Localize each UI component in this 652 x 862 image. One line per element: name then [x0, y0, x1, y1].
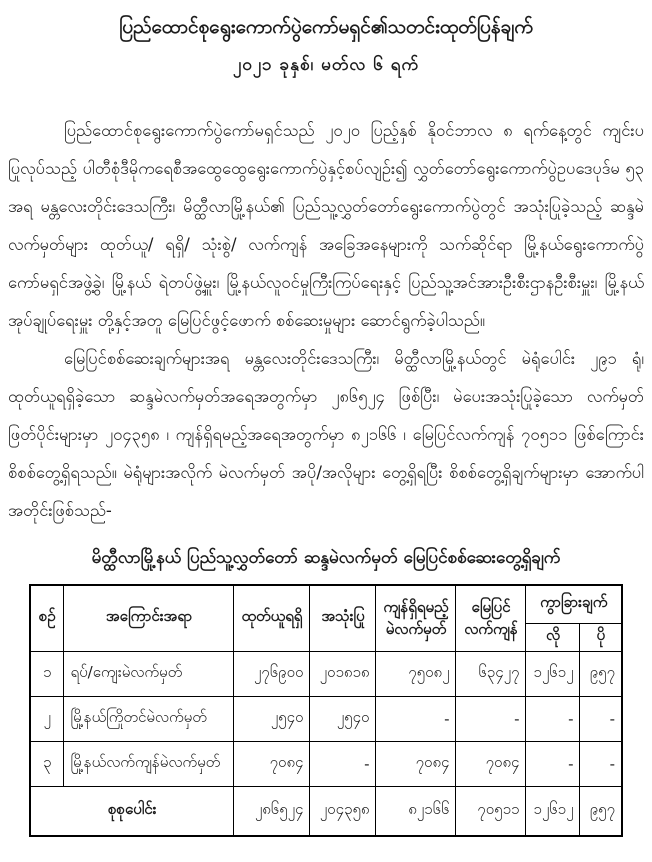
cell-excess: - — [580, 696, 622, 741]
cell-subject: မြို့နယ်လက်ကျန်မဲလက်မှတ် — [64, 741, 234, 786]
cell-should-remain: - — [376, 696, 456, 741]
col-header-serial: စဉ် — [30, 585, 64, 651]
paragraph-2: မြေပြင်စစ်ဆေးချက်များအရ မန္တလေးတိုင်းဒေသကြီး၊ မိတ္ထီလာမြို့နယ်တွင် မဲရုံပေါင်း ၂၉၁ ရုံ၊ ထုတ်ယူရရှိခဲ့သော ဆန္ဒမဲလက်မှတ်အရေအတွက်မှာ ၂၈၆၅၂၄ ဖြစ်ပြီး၊ မဲပေးအသုံးပြုခဲ့သော လက်မှတ်ဖြတ်ပိုင်းများမှာ ၂၀၄၃၅၈ ၊ ကျန်ရှိရမည့်အရေအတွက်မှာ ၈၂၁၆၆ ၊ မြေပြင်လက်ကျန် ၇၀၅၁၁ ဖြစ်ကြောင်း စိစစ်တွေ့ရှိရသည်။ မဲရုံများအလိုက် မဲလက်မှတ် အပို/အလိုများ တွေ့ရှိရပြီး စိစစ်တွေ့ရှိချက်များမှာ အောက်ပါအတိုင်းဖြစ်သည်- — [8, 349, 644, 520]
col-header-ground-remain-line1: မြေပြင် — [471, 598, 511, 617]
cell-total-should-remain: ၈၂၁၆၆ — [376, 786, 456, 836]
cell-total-used: ၂၀၄၃၅၈ — [310, 786, 376, 836]
table-row-3 — [30, 741, 622, 786]
col-header-difference: ကွာခြားချက် — [526, 585, 622, 623]
col-header-shortage: လို — [526, 623, 580, 651]
cell-total-excess: ၉၅၇ — [580, 786, 622, 836]
table-row-2 — [30, 696, 622, 741]
col-header-should-remain — [376, 585, 456, 651]
table-row-1 — [30, 651, 622, 696]
cell-serial: ၂ — [30, 696, 64, 741]
document-title: ပြည်ထောင်စုရွေးကောက်ပွဲကော်မရှင်၏သတင်းထုတ်ပြန်ချက် — [119, 16, 533, 38]
cell-ground-remain: ၇၀၈၄ — [456, 741, 526, 786]
col-header-excess: ပို — [580, 623, 622, 651]
document-date: ၂၀၂၁ ခုနှစ်၊ မတ်လ ၆ ရက် — [232, 55, 420, 75]
cell-ground-remain: - — [456, 696, 526, 741]
cell-total-shortage: ၁၂၆၁၂ — [526, 786, 580, 836]
cell-shortage: - — [526, 696, 580, 741]
col-header-subject: အကြောင်းအရာ — [64, 585, 234, 651]
cell-subject: မြို့နယ်ကြိုတင်မဲလက်မှတ် — [64, 696, 234, 741]
col-header-ground-remain — [456, 585, 526, 651]
cell-serial: ၃ — [30, 741, 64, 786]
cell-issued: ၂၇၆၉၀၀ — [234, 651, 310, 696]
cell-total-label: စုစုပေါင်း — [30, 786, 234, 836]
cell-shortage: ၁၂၆၁၂ — [526, 651, 580, 696]
paragraph-1: ပြည်ထောင်စုရွေးကောက်ပွဲကော်မရှင်သည် ၂၀၂၀ ပြည့်နှစ် နိုဝင်ဘာလ ၈ ရက်နေ့တွင် ကျင်းပပြုလုပ်သည့် ပါတီစုံဒီမိုကရေစီအထွေထွေရွေးကောက်ပွဲနှင့်စပ်လျဉ်း၍ လွှတ်တော်ရွေးကောက်ပွဲဥပဒေပုဒ်မ ၅၃ အရ မန္တလေးတိုင်းဒေသကြီး၊ မိတ္ထီလာမြို့နယ်၏ ပြည်သူ့လွှတ်တော်ရွေးကောက်ပွဲတွင် အသုံးပြုခဲ့သည့် ဆန္ဒမဲလက်မှတ်များ ထုတ်ယူ/ ရရှိ/ သုံးစွဲ/ လက်ကျန် အခြေအနေများကို သက်ဆိုင်ရာ မြို့နယ်ရွေးကောက်ပွဲကော်မရှင်အဖွဲ့ခွဲ၊ မြို့နယ် ရဲတပ်ဖွဲ့မှူး၊ မြို့နယ်လူဝင်မှုကြီးကြပ်ရေးနှင့် ပြည်သူ့အင်အားဦးစီးဌာနဦးစီးမှူး၊ မြို့နယ် အုပ်ချုပ်ရေးမှူး တို့နှင့်အတူ မြေပြင်ဖွင့်ဖောက် စစ်ဆေးမှုများ ဆောင်ရွက်ခဲ့ပါသည်။ — [8, 121, 644, 330]
col-header-issued: ထုတ်ယူရရှိ — [234, 585, 310, 651]
col-header-should-remain-line1: ကျန်ရှိရမည့် — [383, 598, 449, 617]
cell-used: ၂၅၄၀ — [310, 696, 376, 741]
cell-excess: ၉၅၇ — [580, 651, 622, 696]
cell-serial: ၁ — [30, 651, 64, 696]
ballot-summary-table — [29, 584, 623, 837]
cell-used: ၂၀၁၈၁၈ — [310, 651, 376, 696]
col-header-ground-remain-line2: လက်ကျန် — [464, 620, 518, 639]
col-header-used: အသုံးပြု — [310, 585, 376, 651]
table-header-row-1 — [30, 585, 622, 623]
cell-issued: ၇၀၈၄ — [234, 741, 310, 786]
cell-issued: ၂၅၄၀ — [234, 696, 310, 741]
col-header-should-remain-line2: မဲလက်မှတ် — [385, 620, 447, 639]
cell-shortage: - — [526, 741, 580, 786]
cell-subject: ရပ်/ကျေးမဲလက်မှတ် — [64, 651, 234, 696]
cell-total-issued: ၂၈၆၅၂၄ — [234, 786, 310, 836]
cell-used: - — [310, 741, 376, 786]
table-title: မိတ္ထီလာမြို့နယ် ပြည်သူ့လွှတ်တော် ဆန္ဒမဲလက်မှတ် မြေပြင်စစ်ဆေးတွေ့ရှိချက် — [91, 548, 561, 568]
table-total-row — [30, 786, 622, 836]
cell-should-remain: ၇၀၈၄ — [376, 741, 456, 786]
cell-total-ground-remain: ၇၀၅၁၁ — [456, 786, 526, 836]
cell-should-remain: ၇၅၀၈၂ — [376, 651, 456, 696]
cell-excess: - — [580, 741, 622, 786]
cell-ground-remain: ၆၃၄၂၇ — [456, 651, 526, 696]
